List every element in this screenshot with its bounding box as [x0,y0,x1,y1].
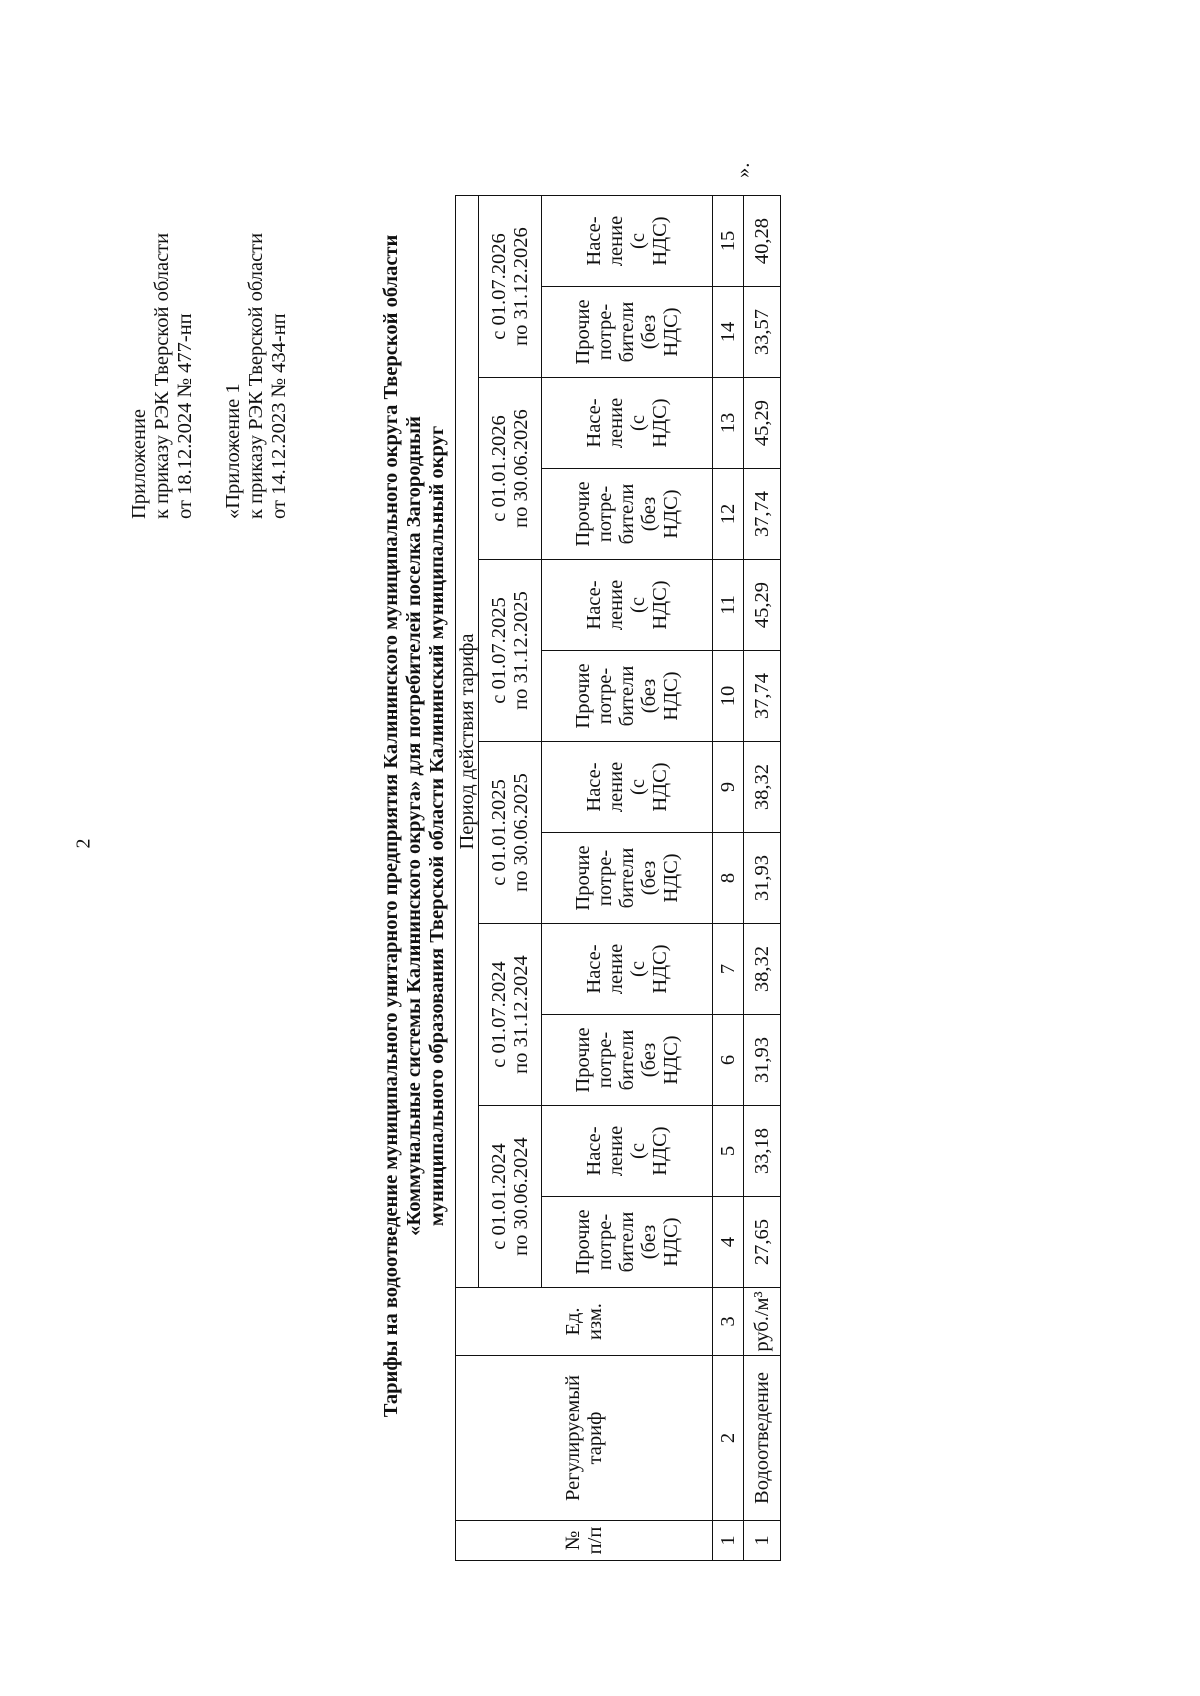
tariff-value-cell: 37,74 [744,469,781,560]
column-number-cell: 3 [713,1288,744,1356]
period-cell [479,1106,542,1288]
document-title [380,36,449,1616]
subheader-text: ление [605,943,627,995]
period-start: с 01.07.2025 [488,597,510,704]
period-end: по 31.12.2025 [510,591,532,710]
period-start: с 01.01.2025 [488,779,510,886]
subheader-text: бители [616,847,638,909]
subheader-text: НДС) [660,307,682,357]
tariff-value-cell: 45,29 [744,560,781,651]
column-number-cell: 10 [713,651,744,742]
column-number-cell: 5 [713,1106,744,1197]
subheader-text: потре- [594,849,616,907]
column-number-cell: 14 [713,287,744,378]
subheader-text: Прочие [572,1209,594,1275]
row-number: 1 [744,1521,781,1561]
subheader-text: (без [638,860,660,896]
header-tariff: Регулируемый тариф [456,1356,713,1521]
column-number-cell: 4 [713,1197,744,1288]
period-start: с 01.01.2026 [488,415,510,522]
subheader-text: (с [627,779,649,795]
subheader-text: бители [616,483,638,545]
column-number-cell: 15 [713,196,744,287]
subheader-text: потре- [594,303,616,361]
appendix-line: к приказу РЭК Тверской области [245,232,267,519]
column-number-cell: 12 [713,469,744,560]
closing-quote-mark: ». [732,162,754,178]
subheader-text: бители [616,301,638,363]
subheader-text: ление [605,1125,627,1177]
period-start: с 01.07.2026 [488,233,510,340]
subheader-text: (без [638,496,660,532]
subheader-population [542,196,713,287]
period-start: с 01.01.2024 [488,1143,510,1250]
header-number: № п/п [456,1521,713,1561]
tariff-value-cell: 40,28 [744,196,781,287]
period-end: по 31.12.2024 [510,955,532,1074]
rotated-landscape-page [0,96,1200,1696]
tariff-value-cell: 33,18 [744,1106,781,1197]
period-end: по 30.06.2025 [510,773,532,892]
column-number-cell: 7 [713,924,744,1015]
subheader-text: НДС) [660,1217,682,1267]
tariff-value-cell: 33,57 [744,287,781,378]
column-number-row [713,196,744,1561]
column-number-cell: 13 [713,378,744,469]
period-start: с 01.07.2024 [488,961,510,1068]
column-number-cell: 9 [713,742,744,833]
period-cell [479,378,542,560]
subheader-text: бители [616,665,638,727]
column-number-cell: 1 [713,1521,744,1561]
subheader-other-consumers [542,1015,713,1106]
period-cell [479,742,542,924]
subheader-text: ление [605,579,627,631]
header-unit: Ед. изм. [456,1288,713,1356]
subheader-text: Насе- [583,580,605,630]
subheader-other-consumers [542,287,713,378]
table-row [744,196,781,1561]
subheader-other-consumers [542,469,713,560]
tariff-value-cell: 38,32 [744,742,781,833]
tariff-value-cell: 37,74 [744,651,781,742]
row-unit: руб./м³ [744,1288,781,1356]
subheader-text: Насе- [583,944,605,994]
subheader-text: Прочие [572,845,594,911]
column-number-cell: 6 [713,1015,744,1106]
subheader-text: (с [627,597,649,613]
subheader-text: ление [605,215,627,267]
header-period: Период действия тарифа [456,196,479,1288]
period-end: по 31.12.2026 [510,227,532,346]
subheader-text: (без [638,1042,660,1078]
appendix-line: от 18.12.2024 № 477-нп [174,313,196,519]
page-number: 2 [72,838,95,849]
tariff-table [455,195,781,1561]
subheader-text: (без [638,314,660,350]
subheader-text: ление [605,397,627,449]
subheader-text: (с [627,415,649,431]
title-line: «Коммунальные системы Калининского округа» для потребителей поселка Загородный [403,416,425,1236]
subheader-text: потре- [594,667,616,725]
column-number-cell: 8 [713,833,744,924]
subheader-text: (с [627,1143,649,1159]
subheader-text: НДС) [660,489,682,539]
subheader-text: НДС) [660,1035,682,1085]
period-end: по 30.06.2026 [510,409,532,528]
subheader-population [542,1106,713,1197]
subheader-text: НДС) [649,1126,671,1176]
tariff-value-cell: 27,65 [744,1197,781,1288]
appendix-block [128,233,291,519]
subheader-text: Прочие [572,663,594,729]
subheader-text: Прочие [572,1027,594,1093]
subheader-text: НДС) [649,580,671,630]
appendix-line: к приказу РЭК Тверской области [151,232,173,519]
subheader-text: НДС) [649,216,671,266]
period-cell [479,924,542,1106]
previous-appendix-block [222,233,291,519]
period-end: по 30.06.2024 [510,1137,532,1256]
subheader-population [542,924,713,1015]
subheader-text: (с [627,233,649,249]
subheader-other-consumers [542,1197,713,1288]
subheader-text: Насе- [583,398,605,448]
subheader-text: потре- [594,1213,616,1271]
period-cell [479,560,542,742]
subheader-text: ление [605,761,627,813]
appendix-line: от 14.12.2023 № 434-нп [268,313,290,519]
subheader-text: Насе- [583,762,605,812]
subheader-text: бители [616,1211,638,1273]
subheader-text: потре- [594,1031,616,1089]
tariff-value-cell: 38,32 [744,924,781,1015]
subheader-text: НДС) [649,944,671,994]
subheader-text: Насе- [583,1126,605,1176]
subheader-text: (с [627,961,649,977]
subheader-text: бители [616,1029,638,1091]
subheader-text: (без [638,678,660,714]
title-line: муниципального образования Тверской области Калининский муниципальный округ [426,425,448,1227]
subheader-text: Прочие [572,481,594,547]
subheader-text: НДС) [660,671,682,721]
title-line: Тарифы на водоотведение муниципального унитарного предприятия Калининского муниципального округа Тверской области [380,234,402,1418]
subheader-text: Насе- [583,216,605,266]
subheader-text: НДС) [660,853,682,903]
subheader-population [542,560,713,651]
appendix-line: Приложение [128,408,150,519]
subheader-text: (без [638,1224,660,1260]
tariff-value-cell: 31,93 [744,1015,781,1106]
subheader-population [542,742,713,833]
table-header-row [456,196,479,1561]
subheader-population [542,378,713,469]
subheader-text: Прочие [572,299,594,365]
tariff-value-cell: 45,29 [744,378,781,469]
column-number-cell: 11 [713,560,744,651]
subheader-text: НДС) [649,762,671,812]
subheader-text: потре- [594,485,616,543]
row-tariff-name: Водоотведение [744,1356,781,1521]
subheader-other-consumers [542,833,713,924]
appendix-line: «Приложение 1 [222,383,244,519]
tariff-value-cell: 31,93 [744,833,781,924]
period-cell [479,196,542,378]
column-number-cell: 2 [713,1356,744,1521]
subheader-other-consumers [542,651,713,742]
subheader-text: НДС) [649,398,671,448]
